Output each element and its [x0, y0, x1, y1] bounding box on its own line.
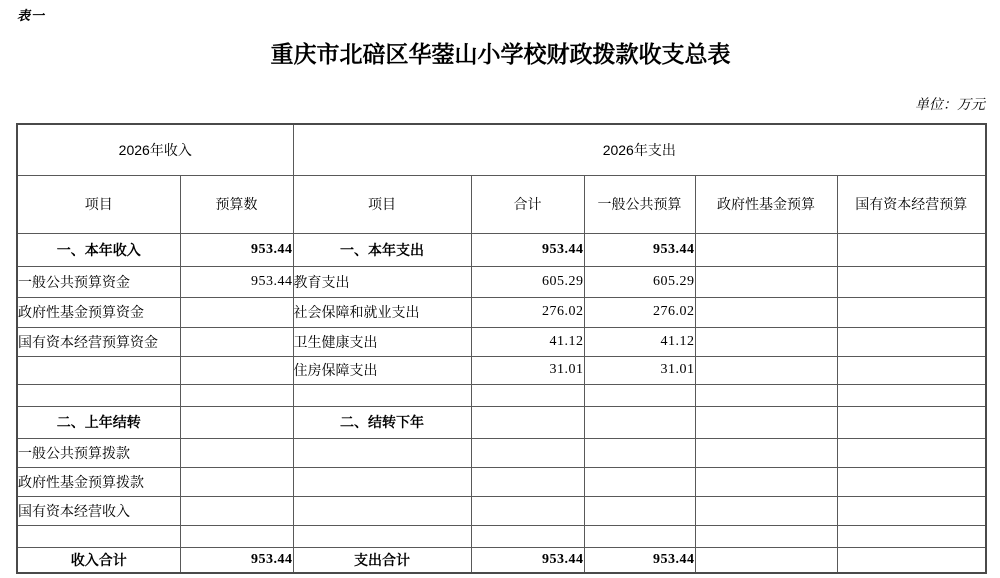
table-row	[17, 467, 986, 496]
table-cell	[837, 297, 986, 327]
table-cell	[471, 406, 584, 438]
column-header: 一般公共预算	[584, 175, 695, 233]
table-cell	[837, 356, 986, 384]
table-cell	[471, 438, 584, 467]
table-cell: 二、结转下年	[293, 406, 471, 438]
table-row	[17, 297, 986, 327]
table-cell	[293, 384, 471, 406]
table-cell: 605.29	[471, 266, 584, 297]
table-row	[17, 384, 986, 406]
table-cell: 一般公共预算拨款	[17, 438, 180, 467]
table-cell	[695, 384, 837, 406]
table-cell: 政府性基金预算资金	[17, 297, 180, 327]
budget-table	[16, 123, 987, 574]
table-cell	[584, 438, 695, 467]
table-cell	[695, 438, 837, 467]
table-cell	[180, 327, 293, 356]
table-cell	[293, 496, 471, 525]
table-cell	[837, 525, 986, 547]
table-cell	[17, 384, 180, 406]
column-header: 政府性基金预算	[695, 175, 837, 233]
table-cell	[584, 384, 695, 406]
table-cell: 一、本年支出	[293, 233, 471, 266]
table-cell	[837, 233, 986, 266]
table-row	[17, 525, 986, 547]
table-cell	[180, 525, 293, 547]
table-cell	[471, 467, 584, 496]
table-cell: 卫生健康支出	[293, 327, 471, 356]
table-cell: 二、上年结转	[17, 406, 180, 438]
table-row	[17, 356, 986, 384]
table-cell	[17, 356, 180, 384]
table-cell	[837, 438, 986, 467]
table-cell	[293, 467, 471, 496]
table-cell: 953.44	[584, 233, 695, 266]
column-header: 项目	[293, 175, 471, 233]
table-cell	[695, 327, 837, 356]
table-cell: 953.44	[584, 547, 695, 573]
table-cell	[695, 266, 837, 297]
table-cell	[837, 406, 986, 438]
table-cell: 953.44	[471, 233, 584, 266]
table-cell	[584, 467, 695, 496]
table-cell: 住房保障支出	[293, 356, 471, 384]
table-cell	[180, 467, 293, 496]
table-cell	[837, 496, 986, 525]
table-cell: 一般公共预算资金	[17, 266, 180, 297]
table-cell	[180, 406, 293, 438]
table-cell	[180, 384, 293, 406]
table-cell	[695, 406, 837, 438]
table-cell: 953.44	[471, 547, 584, 573]
table-cell	[695, 525, 837, 547]
table-cell: 605.29	[584, 266, 695, 297]
table-cell	[695, 496, 837, 525]
unit-note: 单位：万元	[915, 98, 985, 113]
column-header: 国有资本经营预算	[837, 175, 986, 233]
table-row	[17, 496, 986, 525]
doc-label: 表一	[17, 8, 46, 23]
table-cell: 953.44	[180, 547, 293, 573]
table-cell: 教育支出	[293, 266, 471, 297]
table-cell	[837, 384, 986, 406]
table-cell	[471, 496, 584, 525]
table-row	[17, 438, 986, 467]
column-header-row	[17, 175, 986, 233]
table-cell	[837, 467, 986, 496]
table-cell: 国有资本经营预算资金	[17, 327, 180, 356]
table-cell: 41.12	[471, 327, 584, 356]
expense-group-header: 2026年支出	[293, 124, 986, 175]
table-cell	[180, 496, 293, 525]
group-header-row	[17, 124, 986, 175]
table-cell	[471, 384, 584, 406]
table-cell: 一、本年收入	[17, 233, 180, 266]
table-cell	[837, 327, 986, 356]
table-cell	[293, 525, 471, 547]
table-cell	[695, 356, 837, 384]
table-cell	[837, 547, 986, 573]
table-cell: 收入合计	[17, 547, 180, 573]
table-row	[17, 233, 986, 266]
table-cell	[837, 266, 986, 297]
table-cell	[180, 297, 293, 327]
table-cell: 社会保障和就业支出	[293, 297, 471, 327]
table-cell	[695, 467, 837, 496]
table-cell	[471, 525, 584, 547]
table-cell	[695, 233, 837, 266]
table-cell: 953.44	[180, 233, 293, 266]
table-cell	[695, 547, 837, 573]
table-row	[17, 547, 986, 573]
table-cell: 276.02	[471, 297, 584, 327]
table-cell: 31.01	[471, 356, 584, 384]
table-cell	[695, 297, 837, 327]
table-row	[17, 266, 986, 297]
table-cell	[584, 496, 695, 525]
table-cell	[584, 525, 695, 547]
table-cell: 41.12	[584, 327, 695, 356]
table-cell	[180, 438, 293, 467]
table-cell	[584, 406, 695, 438]
column-header: 项目	[17, 175, 180, 233]
table-row	[17, 406, 986, 438]
table-cell: 953.44	[180, 266, 293, 297]
table-cell: 支出合计	[293, 547, 471, 573]
table-row	[17, 327, 986, 356]
table-cell: 国有资本经营收入	[17, 496, 180, 525]
income-group-header: 2026年收入	[17, 124, 293, 175]
table-cell: 31.01	[584, 356, 695, 384]
page-title: 重庆市北碚区华蓥山小学校财政拨款收支总表	[270, 42, 731, 67]
table-cell: 276.02	[584, 297, 695, 327]
column-header: 预算数	[180, 175, 293, 233]
column-header: 合计	[471, 175, 584, 233]
table-cell	[180, 356, 293, 384]
table-cell	[293, 438, 471, 467]
table-cell	[17, 525, 180, 547]
table-cell: 政府性基金预算拨款	[17, 467, 180, 496]
